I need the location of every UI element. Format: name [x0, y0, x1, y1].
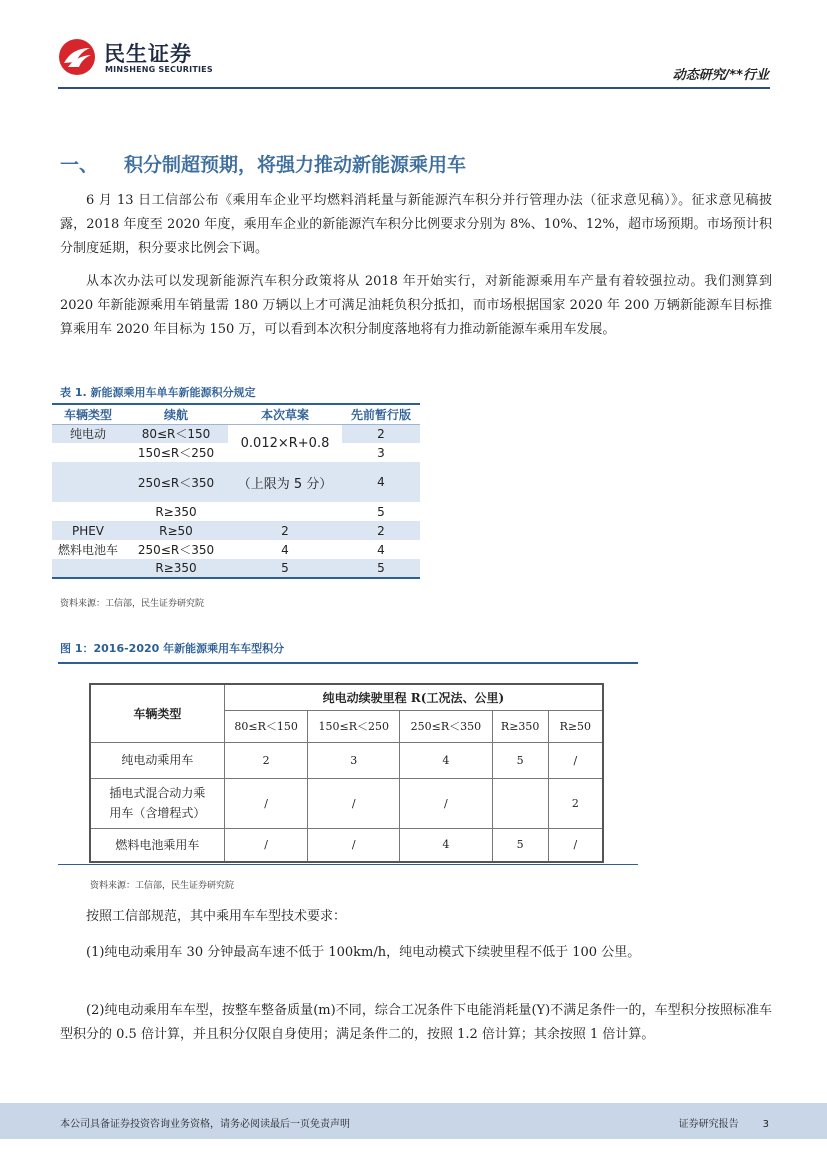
figure-top-rule [58, 662, 638, 664]
figure-cell [492, 778, 548, 828]
table-cell: 5 [228, 559, 342, 578]
figure-row-label-line: 插电式混合动力乘 [109, 786, 206, 800]
figure-cell: / [224, 778, 308, 828]
table-cell: 5 [342, 559, 420, 578]
table-cell: 4 [228, 540, 342, 559]
figure-column-label: R≥50 [548, 710, 603, 742]
minsheng-logo-icon [58, 38, 96, 76]
logo-english-text: MINSHENG SECURITIES [105, 65, 213, 74]
figure-row [90, 742, 603, 778]
figure-cell: / [548, 828, 603, 862]
paragraph-1: 6 月 13 日工信部公布《乘用车企业平均燃料消耗量与新能源汽车积分并行管理办法（征求意见稿）》。征求意见稿披露，2018 年度至 2020 年度，乘用车企业的新能源汽车积分比例要求分别为 8%、10%、12%，超市场预期。市场预计积分制度延期，积分要求比例会下调。 [60, 193, 772, 256]
table-row [52, 502, 420, 521]
table-cell: 2 [342, 424, 420, 443]
section-number: 一、 [60, 154, 99, 176]
table-source: 资料来源：工信部，民生证券研究院 [60, 599, 205, 609]
table-caption: 表 1. 新能源乘用车单车新能源积分规定 [60, 386, 256, 399]
table-cell: 250≤R＜350 [124, 540, 228, 559]
table-row [52, 540, 420, 559]
table-cell: 3 [342, 443, 420, 462]
table-cell: 4 [342, 462, 420, 502]
table-cell [228, 502, 342, 521]
table-cell [52, 443, 124, 462]
figure-cell: / [400, 778, 493, 828]
table-cell: R≥350 [124, 502, 228, 521]
table-cell: （上限为 5 分） [228, 462, 342, 502]
figure-cell: / [308, 778, 400, 828]
figure-bottom-rule [58, 864, 638, 865]
figure-cell: 2 [224, 742, 308, 778]
figure-source: 资料来源：工信部，民生证券研究院 [90, 881, 235, 891]
requirement-2: (2)纯电动乘用车车型，按整车整备质量(m)不同，综合工况条件下电能消耗量(Y)不满足条件一的，车型积分按照标准车型积分的 0.5 倍计算，并且积分仅限自身使用；满足条件二的，按照 1.2 倍计算；其余按照 1 倍计算。 [60, 1003, 772, 1042]
header-divider [58, 87, 770, 89]
disclaimer-text: 本公司具备证券投资咨询业务资格，请务必阅读最后一页免责声明 [60, 1119, 350, 1130]
figure-header-cell: 车辆类型 [90, 684, 224, 742]
figure-row [90, 778, 603, 828]
vehicle-credit-figure-table [89, 683, 604, 863]
page-footer [0, 1103, 827, 1139]
table-cell: 纯电动 [52, 424, 124, 443]
figure-cell: 5 [492, 828, 548, 862]
table-header-cell: 续航 [124, 404, 228, 424]
figure-cell: 3 [308, 742, 400, 778]
table-row [52, 424, 420, 443]
table-cell: 4 [342, 540, 420, 559]
table-header-row [52, 404, 420, 424]
table-cell: 2 [342, 521, 420, 540]
figure-header-row [90, 684, 603, 710]
figure-cell: 5 [492, 742, 548, 778]
figure-header-group: 纯电动续驶里程 R(工况法、公里) [224, 684, 603, 710]
figure-row-label: 燃料电池乘用车 [90, 828, 224, 862]
table-header-cell: 车辆类型 [52, 404, 124, 424]
page-header [0, 0, 827, 95]
table-cell [52, 502, 124, 521]
figure-row-label-line: 用车（含增程式） [109, 806, 206, 820]
figure-cell: / [224, 828, 308, 862]
section-heading: 积分制超预期，将强力推动新能源乘用车 [124, 154, 467, 176]
table-cell: 燃料电池车 [52, 540, 124, 559]
table-cell: 250≤R＜350 [124, 462, 228, 502]
figure-cell: / [308, 828, 400, 862]
table-cell: 0.012×R+0.8 [228, 424, 342, 462]
figure-cell: / [548, 742, 603, 778]
figure-column-label: 250≤R＜350 [400, 710, 493, 742]
table-cell: 5 [342, 502, 420, 521]
figure-row-label [90, 778, 224, 828]
table-row [52, 462, 420, 502]
logo-text: 民生证券 [104, 42, 192, 66]
page-number: 3 [762, 1119, 769, 1130]
figure-row-label: 纯电动乘用车 [90, 742, 224, 778]
table-cell: R≥50 [124, 521, 228, 540]
table-header-cell: 先前暂行版 [342, 404, 420, 424]
table-cell: R≥350 [124, 559, 228, 578]
table-cell [52, 462, 124, 502]
table-cell: 150≤R＜250 [124, 443, 228, 462]
figure-caption: 图 1：2016-2020 年新能源乘用车车型积分 [60, 642, 285, 655]
figure-column-label: R≥350 [492, 710, 548, 742]
table-cell [52, 559, 124, 578]
table-row [52, 521, 420, 540]
table-cell: 2 [228, 521, 342, 540]
figure-cell: 4 [400, 828, 493, 862]
section-title [60, 150, 466, 177]
figure-row [90, 828, 603, 862]
figure-cell: 2 [548, 778, 603, 828]
table-cell: PHEV [52, 521, 124, 540]
requirements-intro: 按照工信部规范，其中乘用车车型技术要求： [86, 909, 347, 924]
table-cell: 80≤R＜150 [124, 424, 228, 443]
figure-column-label: 80≤R＜150 [224, 710, 308, 742]
requirement-1: (1)纯电动乘用车 30 分钟最高车速不低于 100km/h，纯电动模式下续驶里程不低于 100 公里。 [86, 945, 641, 960]
figure-column-label: 150≤R＜250 [308, 710, 400, 742]
credit-rules-table [52, 403, 420, 579]
report-category: 动态研究/**行业 [672, 68, 769, 83]
table-header-cell: 本次草案 [228, 404, 342, 424]
paragraph-2: 从本次办法可以发现新能源汽车积分政策将从 2018 年开始实行，对新能源乘用车产量有着较强拉动。我们测算到 2020 年新能源乘用车销量需 180 万辆以上才可满足油耗负积分抵扣，而市场根据国家 2020 年 200 万辆新能源车目标推算乘用车 2020 年目标为 150 万，可以看到本次积分制度落地将有力推动新能源车乘用车发展。 [60, 274, 772, 337]
footer-right [655, 1115, 769, 1130]
table-row [52, 559, 420, 578]
figure-cell: 4 [400, 742, 493, 778]
report-type: 证券研究报告 [678, 1119, 739, 1130]
